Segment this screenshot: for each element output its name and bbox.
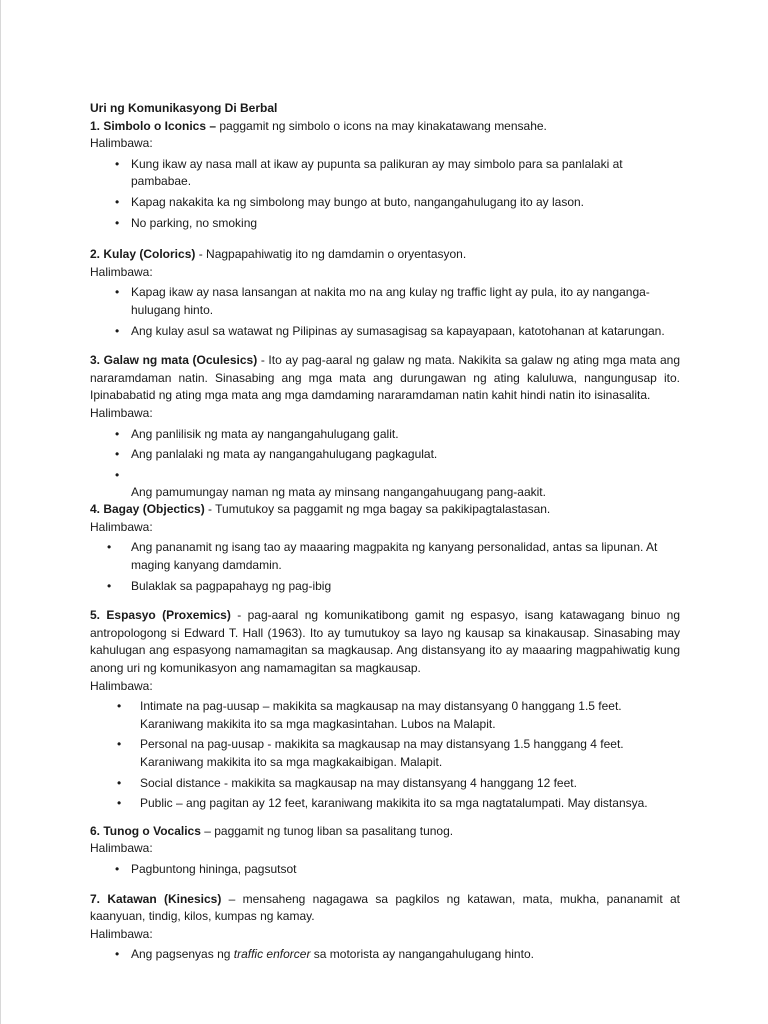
- example-list: [90, 539, 680, 595]
- document-body: [90, 100, 680, 967]
- list-item: • Social distance - makikita sa magkausap na may distansyang 4 hanggang 12 feet.: [90, 775, 680, 793]
- example-list: [90, 698, 680, 813]
- emphasis-term: traffic enforcer: [233, 947, 311, 962]
- example-list: [90, 284, 680, 340]
- list-item: • Public – ang pagitan ay 12 feet, karaniwang makikita ito sa mga nagtatalumpati. May distansya.: [90, 795, 680, 813]
- blank-line: [131, 467, 680, 484]
- section-simbolo: [90, 118, 680, 233]
- bullet-icon: •: [115, 426, 120, 441]
- section-heading: [90, 501, 680, 519]
- section-definition: - Nagpapahiwatig ito ng damdamin o oryentasyon.: [195, 247, 467, 262]
- halimbawa-label: Halimbawa:: [90, 264, 153, 279]
- section-definition: - Tumutukoy sa paggamit ng mga bagay sa pakikipagtalastasan.: [204, 502, 551, 517]
- section-heading: [90, 352, 680, 405]
- section-heading: [90, 607, 680, 677]
- list-item: • Pagbuntong hininga, pagsutsot: [90, 861, 680, 879]
- halimbawa-label: Halimbawa:: [90, 136, 153, 151]
- halimbawa-label: Halimbawa:: [90, 405, 153, 420]
- section-heading: [90, 118, 680, 136]
- bullet-icon: •: [107, 540, 112, 555]
- section-definition: – paggamit ng tunog liban sa pasalitang tunog.: [200, 823, 454, 838]
- halimbawa-label: Halimbawa:: [90, 519, 153, 534]
- section-bagay: [90, 501, 680, 595]
- section-definition: - Ito ay pag-aaral ng galaw ng mata. Nakikita sa galaw ng ating mga mata ang nararamdaman natin. Sinasabing ang mga mata ang durungawan ng ating kaluluwa, nangungusap ito. Ipinababatid ng ating mga mata ang mga damdaming nararamdaman natin kahit hindi natin ito isinasalita.: [90, 353, 680, 403]
- example-list: [90, 861, 680, 879]
- halimbawa-label: Halimbawa:: [90, 926, 153, 941]
- section-espasyo: [90, 607, 680, 813]
- bullet-icon: •: [115, 323, 120, 338]
- bullet-icon: •: [115, 194, 120, 209]
- list-item: • Ang panlilisik ng mata ay nangangahulugang galit.: [90, 426, 680, 444]
- section-definition: – mensaheng nagagawa sa pagkilos ng katawan, mata, mukha, pananamit at kaanyuan, tindig, kilos, kumpas ng kamay.: [90, 891, 680, 924]
- list-item: • Bulaklak sa pagpapahayg ng pag-ibig: [90, 578, 680, 596]
- section-term: 7. Katawan (Kinesics): [90, 891, 222, 906]
- bullet-icon: •: [115, 215, 120, 230]
- halimbawa-label: Halimbawa:: [90, 678, 153, 693]
- list-item: • Ang pamumungay naman ng mata ay minsang nangangahuugang pang-aakit.: [90, 467, 680, 502]
- section-galaw-ng-mata: [90, 352, 680, 501]
- list-item: • Ang pananamit ng isang tao ay maaaring magpakita ng kanyang personalidad, antas sa lipunan. At maging kanyang damdamin.: [107, 540, 658, 573]
- bullet-icon: •: [115, 947, 120, 962]
- example-list: [90, 156, 680, 232]
- section-heading: [90, 246, 680, 264]
- bullet-icon: •: [117, 737, 122, 752]
- list-item: • Ang panlalaki ng mata ay nangangahulugang pagkagulat.: [90, 446, 680, 464]
- section-tunog: [90, 823, 680, 879]
- page-edge: [0, 0, 1, 1024]
- list-item: • Kapag ikaw ay nasa lansangan at nakita mo na ang kulay ng traffic light ay pula, ito ay nanganga-hulugang hinto.: [115, 285, 650, 317]
- section-definition: - pag-aaral ng komunikatibong gamit ng espasyo, isang katawagang binuo ng antropologong si Edward T. Hall (1963). Ito ay tumutukoy sa layo ng kausap sa kinakausap. Sinasabing may kahulugan ang espasyong namamagitan sa magkausap. Ang distansyang ito ay maaaring magpahiwatig kung anong uri ng komunikasyon ang namamagitan sa magkausap.: [90, 608, 681, 676]
- section-katawan: [90, 891, 680, 964]
- bullet-icon: •: [117, 796, 122, 811]
- section-heading: [90, 823, 680, 841]
- list-item: • Personal na pag-uusap - makikita sa magkausap na may distansyang 1.5 hanggang 4 feet. Karaniwang makikita ito sa mga magkakaibigan. Malapit.: [117, 737, 624, 769]
- section-term: 3. Galaw ng mata (Oculesics): [90, 353, 258, 368]
- bullet-icon: •: [115, 861, 120, 876]
- bullet-icon: •: [115, 285, 120, 300]
- document-title: Uri ng Komunikasyong Di Berbal: [90, 101, 278, 115]
- section-heading: [90, 891, 680, 926]
- bullet-icon: •: [117, 775, 122, 790]
- list-item: • Kung ikaw ay nasa mall at ikaw ay pupunta sa palikuran ay may simbolo para sa panlalaki at pambabae.: [115, 156, 623, 189]
- section-term: 6. Tunog o Vocalics: [90, 823, 201, 838]
- bullet-icon: •: [115, 156, 120, 171]
- list-item: • Ang kulay asul sa watawat ng Pilipinas ay sumasagisag sa kapayapaan, katotohanan at katarungan.: [90, 323, 680, 341]
- list-item: • Ang pagsenyas ng traffic enforcer sa motorista ay nangangahulugang hinto.: [90, 946, 680, 964]
- section-term: 2. Kulay (Colorics): [90, 247, 196, 262]
- example-list: [90, 426, 680, 502]
- bullet-icon: •: [107, 578, 112, 593]
- halimbawa-label: Halimbawa:: [90, 841, 153, 856]
- bullet-icon: •: [115, 447, 120, 462]
- section-term: 1. Simbolo o Iconics –: [90, 118, 217, 133]
- example-list: [90, 946, 680, 964]
- bullet-icon: •: [115, 467, 120, 482]
- list-item: • Intimate na pag-uusap – makikita sa magkausap na may distansyang 0 hanggang 1.5 feet. Karaniwang makikita ito sa mga magkasintahan. Lubos na Malapit.: [117, 699, 622, 731]
- bullet-icon: •: [117, 699, 122, 714]
- list-item: • No parking, no smoking: [90, 215, 680, 233]
- section-definition: paggamit ng simbolo o icons na may kinakatawang mensahe.: [216, 118, 547, 133]
- section-kulay: [90, 246, 680, 340]
- section-term: 4. Bagay (Objectics): [90, 502, 205, 517]
- list-item: • Kapag nakakita ka ng simbolong may bungo at buto, nangangahulugang ito ay lason.: [90, 194, 680, 212]
- section-term: 5. Espasyo (Proxemics): [90, 608, 231, 623]
